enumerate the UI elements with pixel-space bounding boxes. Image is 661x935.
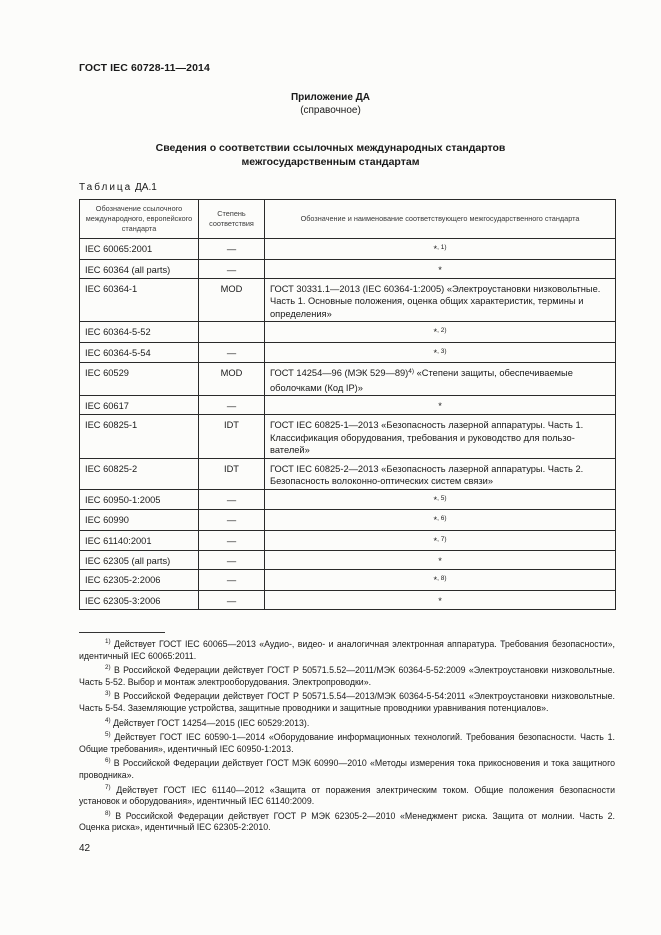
std-cell: *	[265, 259, 616, 278]
table-row	[80, 570, 616, 591]
ref-cell: IEC 60529	[80, 363, 199, 396]
footnote-text: В Российской Федерации действует ГОСТ МЭК 60990—2010 «Методы измерения тока прикосновения и тока защитного проводника».	[79, 758, 615, 780]
degree-cell	[199, 322, 265, 343]
table-caption-number: ДА.1	[135, 182, 157, 193]
footnote	[79, 785, 615, 808]
table-row	[80, 278, 616, 322]
footnote	[79, 639, 615, 662]
annex-heading	[0, 91, 661, 117]
degree-cell: IDT	[199, 415, 265, 459]
table-caption-label: Таблица	[79, 182, 133, 193]
footnote-mark: 1)	[105, 638, 111, 646]
degree-cell: —	[199, 590, 265, 609]
ref-cell: IEC 60825-2	[80, 458, 199, 489]
footnote-text: Действует ГОСТ IEC 60590-1—2014 «Оборудование информационных технологий. Требования безопасности. Часть 1. Общие требования», идентичный IEC 60950-1:2013.	[79, 732, 615, 754]
degree-cell: —	[199, 396, 265, 415]
ref-cell: IEC 60617	[80, 396, 199, 415]
note-ref: , 5)	[437, 494, 447, 502]
std-text-a: ГОСТ 14254—96 (МЭК 529—89)	[270, 368, 409, 378]
note-ref-number: 1)	[440, 244, 447, 251]
ref-cell: IEC 60364 (all parts)	[80, 259, 199, 278]
ref-cell: IEC 62305-2:2006	[80, 570, 199, 591]
std-cell: *	[265, 396, 616, 415]
table-header-row	[80, 200, 616, 239]
note-ref-number: 3)	[440, 347, 447, 355]
footnote-mark: 7)	[105, 783, 111, 791]
std-text-b: «Степени защиты, обеспечиваемые оболочками (Код IP)»	[270, 368, 573, 393]
footnote-mark: 5)	[105, 731, 111, 739]
footnote-mark: 4)	[105, 716, 111, 724]
header-degree: Степень соответствия	[199, 200, 265, 239]
section-heading-line2: межгосударственным стандартам	[241, 156, 420, 168]
degree-cell: —	[199, 551, 265, 570]
std-text: *	[433, 347, 438, 358]
note-ref: , 3)	[437, 347, 447, 355]
header-reference-standard: Обозначение ссылочного международного, европейского стандарта	[80, 200, 199, 239]
std-cell: ГОСТ IEC 60825-2—2013 «Безопасность лазерной аппаратуры. Часть 2. Безопасность волоконно-оптических систем связи»	[265, 458, 616, 489]
std-text: *	[433, 244, 438, 254]
std-text: *	[433, 575, 438, 585]
std-cell: ГОСТ 30331.1—2013 (IEC 60364-1:2005) «Электроустановки низковольтные. Часть 1. Основные положения, оценка общих характеристик, термины и определения»	[265, 278, 616, 322]
table-caption	[79, 182, 157, 193]
table-row	[80, 259, 616, 278]
footnote-text: Действует ГОСТ 14254—2015 (IEC 60529:2013).	[113, 717, 310, 728]
degree-cell: —	[199, 510, 265, 531]
section-heading	[0, 141, 661, 169]
std-cell	[265, 322, 616, 343]
note-ref-number: 8)	[440, 575, 447, 582]
footnote-text: В Российской Федерации действует ГОСТ Р 50571.5.54—2013/МЭК 60364-5-54:2011 «Электроустановки низковольтные. Часть 5-54. Заземляющие устройства, защитные проводники и защитные проводники уравнивания потенциалов».	[79, 691, 615, 713]
footnote	[79, 811, 615, 834]
footnote	[79, 718, 615, 730]
note-ref: , 6)	[437, 515, 447, 522]
std-cell	[265, 342, 616, 363]
std-cell	[265, 530, 616, 551]
ref-cell: IEC 61140:2001	[80, 530, 199, 551]
note-ref-number: 2)	[440, 327, 447, 334]
std-cell: ГОСТ IEC 60825-1—2013 «Безопасность лазерной аппаратуры. Часть 1. Классификация оборудования, требования и руководство для пользователей»	[265, 415, 616, 459]
ref-cell: IEC 60364-5-52	[80, 322, 199, 343]
table-row	[80, 590, 616, 609]
note-ref: , 1)	[437, 244, 447, 251]
std-text: *	[433, 515, 438, 525]
std-cell	[265, 510, 616, 531]
ref-cell: IEC 60825-1	[80, 415, 199, 459]
std-text: *	[433, 327, 438, 337]
degree-cell: —	[199, 342, 265, 363]
ref-cell: IEC 62305 (all parts)	[80, 551, 199, 570]
section-heading-line1: Сведения о соответствии ссылочных международных стандартов	[155, 142, 506, 154]
note-ref: , 8)	[437, 575, 447, 582]
table-row	[80, 530, 616, 551]
note-ref-number: 5)	[440, 494, 447, 502]
degree-cell: MOD	[199, 363, 265, 396]
ref-cell: IEC 60065:2001	[80, 239, 199, 260]
degree-cell: MOD	[199, 278, 265, 322]
table-row	[80, 415, 616, 459]
degree-cell: —	[199, 530, 265, 551]
ref-cell: IEC 60364-1	[80, 278, 199, 322]
note-ref-number: 6)	[440, 515, 447, 522]
table-row	[80, 239, 616, 260]
page-number: 42	[79, 843, 91, 854]
table-row	[80, 342, 616, 363]
std-cell: *	[265, 551, 616, 570]
std-text: *	[433, 494, 438, 505]
footnote	[79, 732, 615, 755]
annex-title: Приложение ДА	[290, 92, 371, 103]
table-row	[80, 510, 616, 531]
correspondence-table	[79, 199, 616, 610]
std-text: *	[433, 535, 438, 546]
ref-cell: IEC 60950-1:2005	[80, 489, 199, 510]
footnote-text: Действует ГОСТ IEC 61140—2012 «Защита от поражения электрическим током. Общие положения безопасности установок и оборудования», идентичный IEC 61140:2009.	[79, 784, 615, 807]
footnote-text: В Российской Федерации действует ГОСТ Р 50571.5.52—2011/МЭК 60364-5-52:2009 «Электроустановки низковольтные. Часть 5-52. Выбор и монтаж электрооборудования. Электропроводки».	[79, 665, 615, 687]
table-row	[80, 458, 616, 489]
note-ref: , 2)	[437, 327, 447, 334]
ref-cell: IEC 60990	[80, 510, 199, 531]
table-row	[80, 322, 616, 343]
std-cell	[265, 570, 616, 591]
document-id: ГОСТ IEC 60728-11—2014	[79, 62, 210, 74]
footnote-text: В Российской Федерации действует ГОСТ Р МЭК 62305-2—2010 «Менеджмент риска. Защита от молнии. Часть 2. Оценка риска», идентичный IEC 62305-2:2010.	[79, 810, 615, 833]
degree-cell: —	[199, 239, 265, 260]
note-ref: 4)	[408, 368, 415, 375]
table-row	[80, 551, 616, 570]
ref-cell: IEC 60364-5-54	[80, 342, 199, 363]
std-cell	[265, 489, 616, 510]
footnote-mark: 3)	[105, 690, 111, 698]
annex-subtitle: (справочное)	[300, 105, 361, 116]
footnote-separator	[79, 632, 165, 633]
table-row	[80, 363, 616, 396]
table-row	[80, 489, 616, 510]
footnotes	[79, 639, 615, 837]
footnote-mark: 8)	[105, 809, 111, 817]
header-interstate-standard: Обозначение и наименование соответствующего межгосударственного стандарта	[265, 200, 616, 239]
std-cell	[265, 239, 616, 260]
note-ref-number: 7)	[440, 535, 447, 543]
degree-cell: IDT	[199, 458, 265, 489]
footnote-mark: 6)	[105, 757, 111, 765]
degree-cell: —	[199, 570, 265, 591]
ref-cell: IEC 62305-3:2006	[80, 590, 199, 609]
std-cell: *	[265, 590, 616, 609]
note-ref: , 7)	[437, 535, 447, 543]
footnote	[79, 691, 615, 714]
degree-cell: —	[199, 259, 265, 278]
footnote-mark: 2)	[105, 664, 111, 672]
table-row	[80, 396, 616, 415]
footnote-text: Действует ГОСТ IEC 60065—2013 «Аудио-, видео- и аналогичная электронная аппаратура. Требования безопасности», идентичный IEC 60065:2011.	[79, 639, 615, 661]
footnote	[79, 665, 615, 688]
degree-cell: —	[199, 489, 265, 510]
std-cell	[265, 363, 616, 396]
footnote	[79, 758, 615, 781]
